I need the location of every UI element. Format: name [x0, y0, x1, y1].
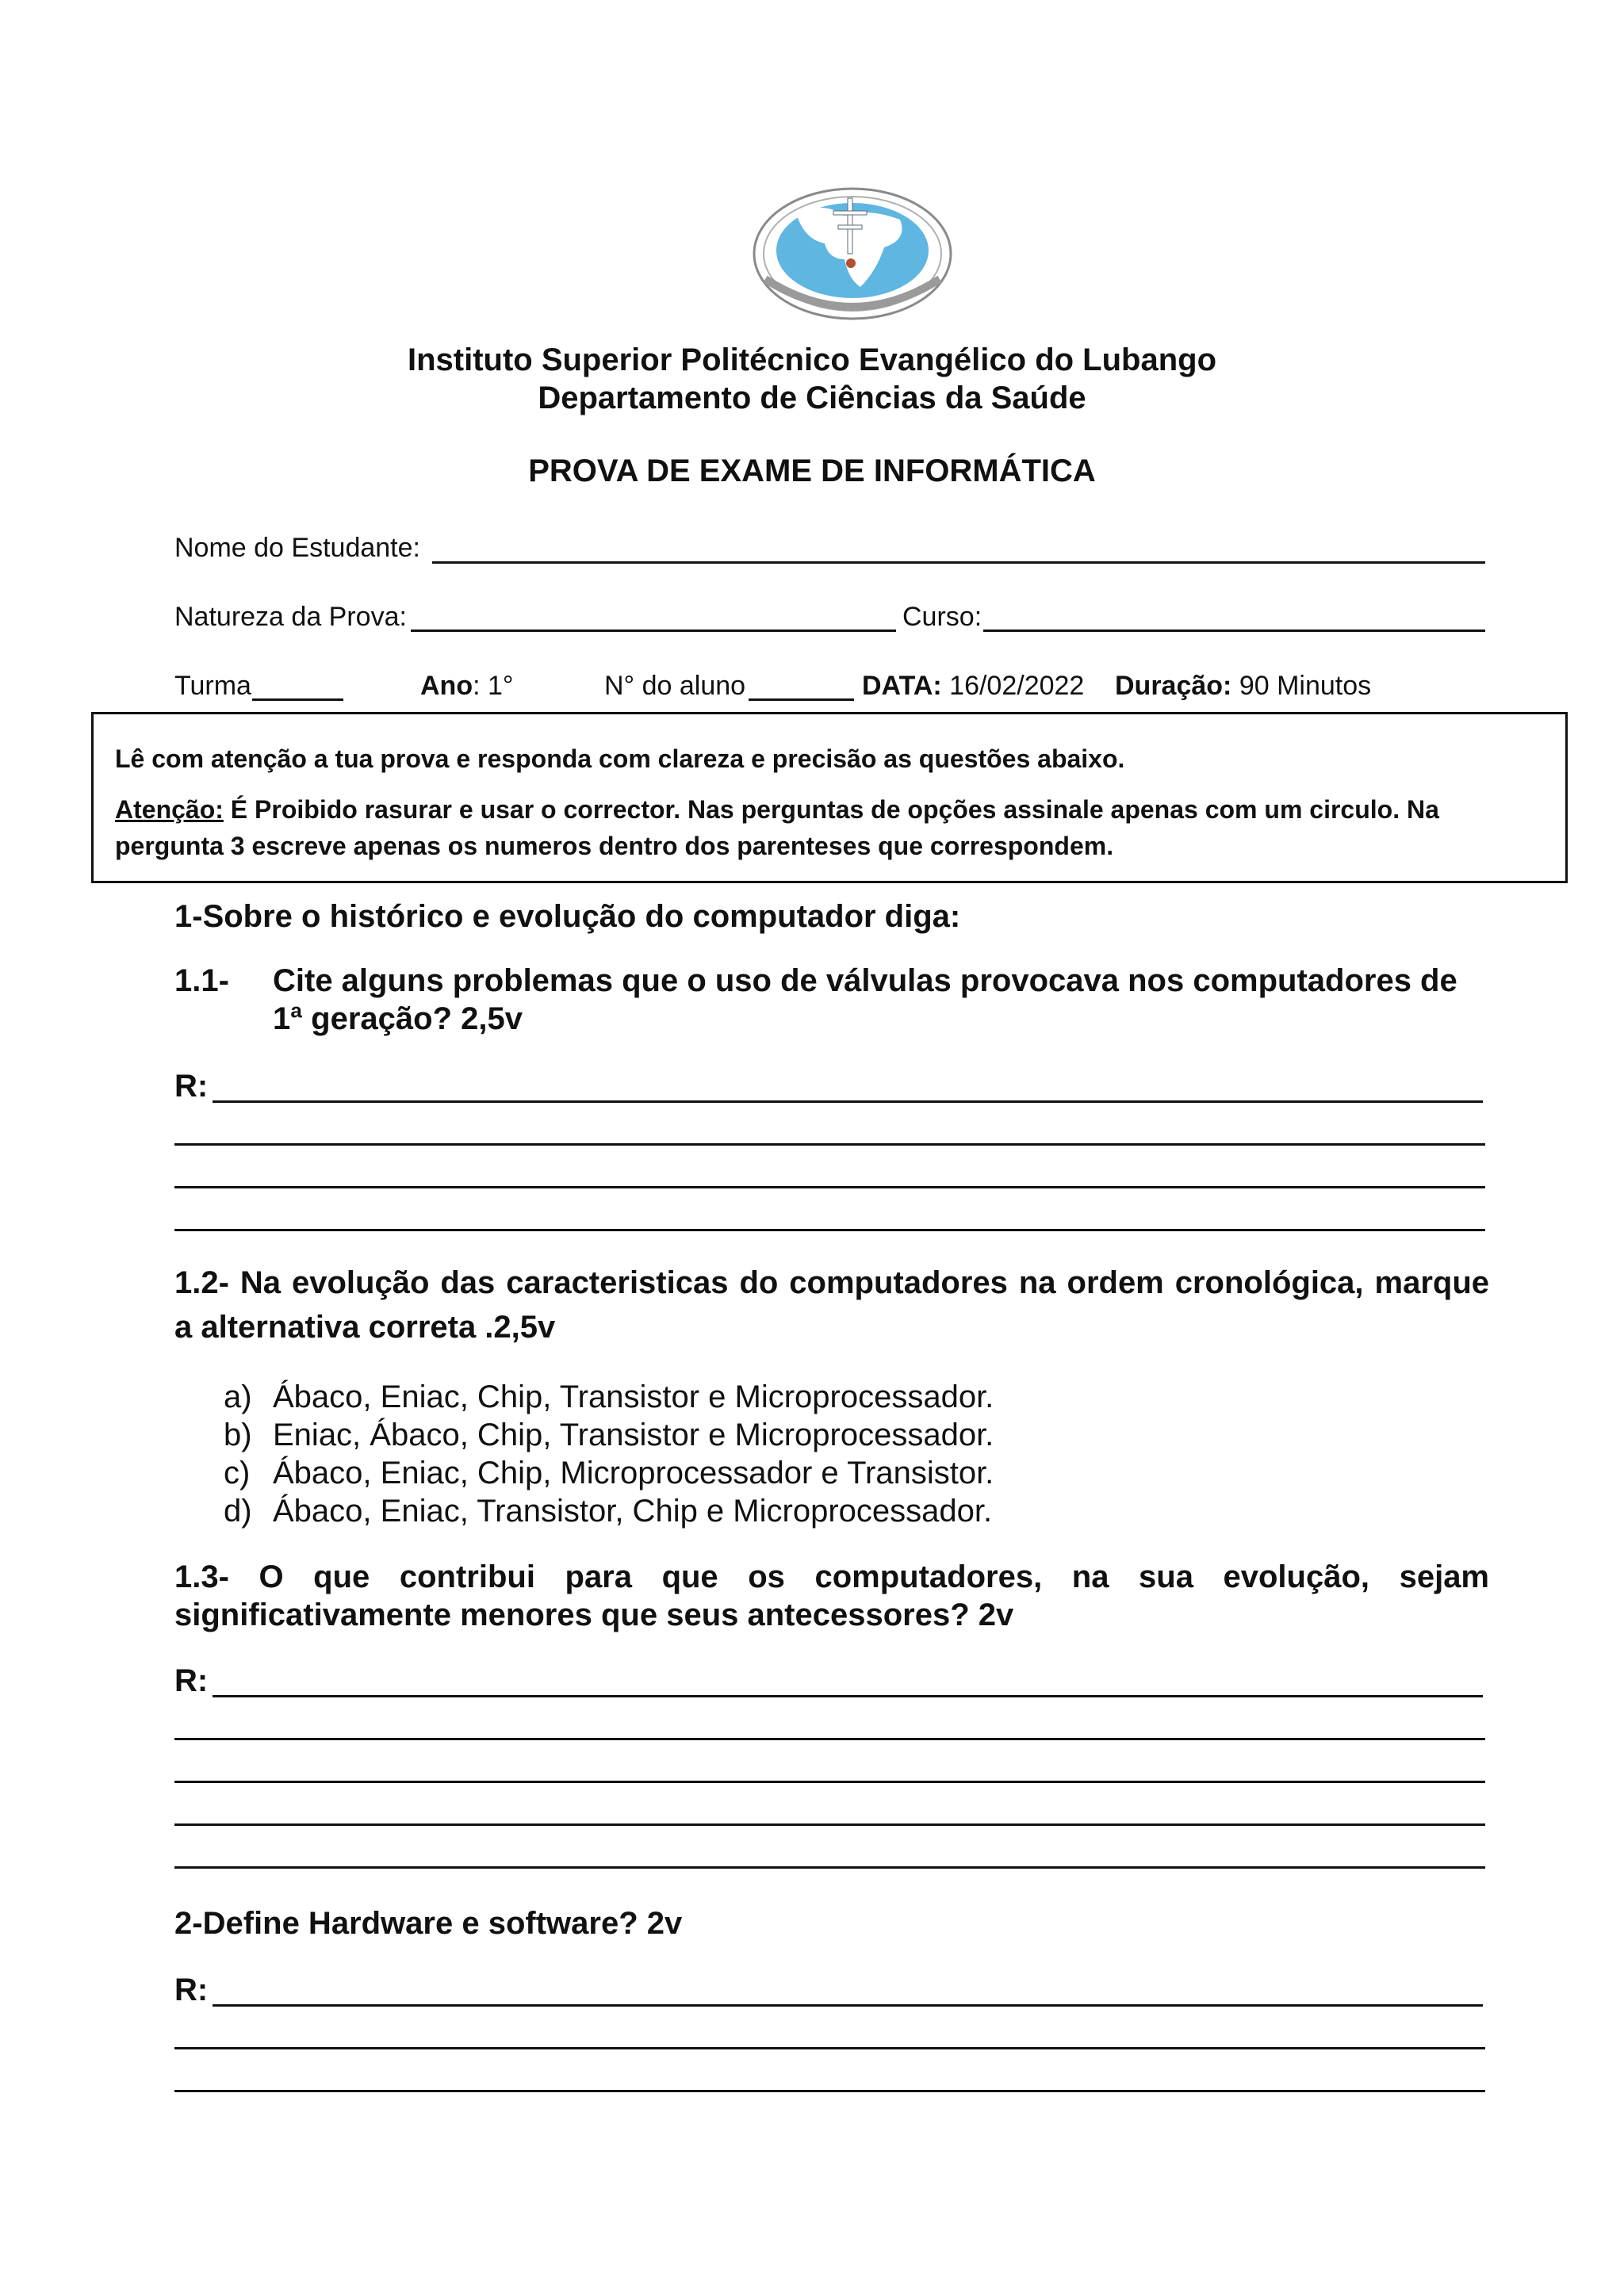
- duration-value: 90 Minutos: [1239, 671, 1372, 701]
- question-1-2-line-2: a alternativa correta .2,5v: [174, 1310, 556, 1345]
- exam-nature-label: Natureza da Prova:: [174, 602, 407, 632]
- answer-1-1-line[interactable]: [174, 1143, 1485, 1146]
- date-label: DATA:: [862, 671, 942, 701]
- instructions-line-2: [115, 795, 1439, 825]
- exam-title: PROVA DE EXAME DE INFORMÁTICA: [528, 453, 1096, 488]
- question-1-1-line-2: 1ª geração? 2,5v: [273, 1001, 523, 1036]
- answer-2-line[interactable]: [174, 2047, 1485, 2049]
- answer-1-3-line[interactable]: [174, 1738, 1485, 1740]
- year-field: [420, 671, 514, 702]
- question-1-2-line-1: 1.2- Na evolução das caracteristicas do computadores na ordem cronológica, marque: [174, 1265, 1489, 1300]
- answer-2-label: R:: [174, 1973, 209, 2007]
- question-1-1-number: 1.1-: [174, 963, 229, 998]
- answer-1-3-line[interactable]: [174, 1866, 1485, 1869]
- option-letter: a): [224, 1380, 252, 1414]
- date-field: [862, 671, 1084, 702]
- option-text: Ábaco, Eniac, Chip, Transistor e Microprocessador.: [273, 1380, 994, 1414]
- answer-1-1-line[interactable]: [174, 1229, 1485, 1231]
- answer-2-line[interactable]: [213, 2004, 1483, 2007]
- answer-1-1-line[interactable]: [174, 1186, 1485, 1188]
- instructions-line-1: Lê com atenção a tua prova e responda com clareza e precisão as questões abaixo.: [115, 744, 1125, 773]
- duration-label: Duração:: [1115, 671, 1232, 701]
- answer-1-3-line[interactable]: [174, 1781, 1485, 1783]
- option-letter: c): [224, 1456, 251, 1490]
- question-1-3-line-2: significativamente menores que seus antecessores? 2v: [174, 1598, 1014, 1632]
- answer-1-1-label: R:: [174, 1069, 209, 1104]
- answer-2-line[interactable]: [174, 2090, 1485, 2092]
- duration-field: [1115, 671, 1371, 702]
- student-number-label: N° do aluno: [604, 671, 746, 701]
- answer-1-3-line[interactable]: [213, 1695, 1483, 1697]
- option-c[interactable]: [224, 1456, 994, 1491]
- class-line[interactable]: [252, 698, 343, 701]
- student-number-line[interactable]: [749, 698, 854, 701]
- year-label: Ano: [420, 671, 473, 701]
- exam-nature-line[interactable]: [411, 629, 896, 632]
- student-name-line[interactable]: [432, 561, 1485, 564]
- option-letter: d): [224, 1494, 252, 1529]
- option-text: Ábaco, Eniac, Transistor, Chip e Microprocessador.: [273, 1494, 993, 1529]
- answer-1-1-line[interactable]: [213, 1100, 1483, 1103]
- question-1-1-line-1: Cite alguns problemas que o uso de válvulas provocava nos computadores de: [273, 963, 1457, 998]
- answer-1-3-line[interactable]: [174, 1823, 1485, 1826]
- instructions-box: [91, 712, 1568, 883]
- option-d[interactable]: [224, 1494, 992, 1529]
- date-value: 16/02/2022: [949, 671, 1085, 701]
- option-a[interactable]: [224, 1380, 994, 1415]
- question-2-title: 2-Define Hardware e software? 2v: [174, 1906, 683, 1941]
- option-text: Ábaco, Eniac, Chip, Microprocessador e Transistor.: [273, 1456, 994, 1490]
- option-b[interactable]: [224, 1418, 994, 1453]
- institution-seal-icon: [749, 184, 956, 327]
- student-name-label: Nome do Estudante:: [174, 533, 420, 563]
- institution-name: Instituto Superior Politécnico Evangélico do Lubango: [407, 342, 1217, 377]
- question-1-3-line-1: 1.3- O que contribui para que os computadores, na sua evolução, sejam: [174, 1559, 1489, 1594]
- option-text: Eniac, Ábaco, Chip, Transistor e Microprocessador.: [273, 1418, 994, 1452]
- attention-text: É Proibido rasurar e usar o corrector. Nas perguntas de opções assinale apenas com um circulo. Na: [223, 795, 1439, 824]
- department-name: Departamento de Ciências da Saúde: [538, 381, 1086, 415]
- answer-1-3-label: R:: [174, 1663, 209, 1698]
- attention-label: Atenção:: [115, 795, 224, 824]
- option-letter: b): [224, 1418, 252, 1452]
- question-1-title: 1-Sobre o histórico e evolução do computador diga:: [174, 899, 961, 934]
- course-line[interactable]: [983, 629, 1485, 632]
- class-label: Turma: [174, 671, 251, 701]
- year-value: : 1°: [473, 671, 514, 701]
- course-label: Curso:: [902, 602, 982, 632]
- instructions-line-3: pergunta 3 escreve apenas os numeros dentro dos parenteses que correspondem.: [115, 832, 1114, 860]
